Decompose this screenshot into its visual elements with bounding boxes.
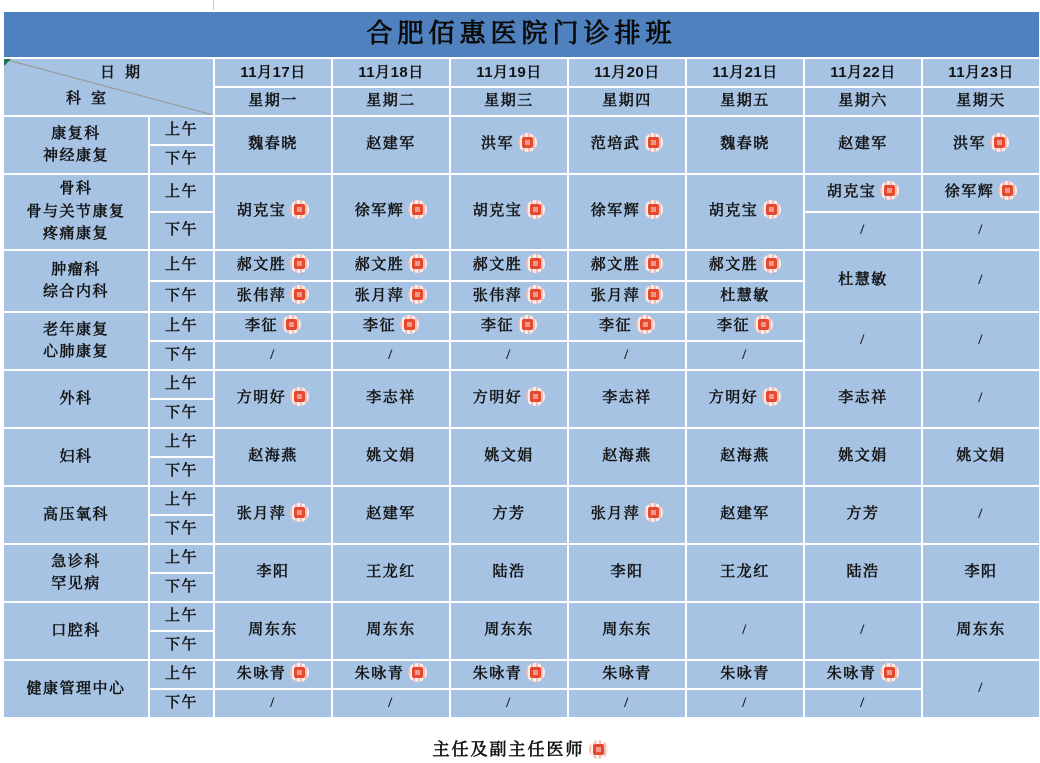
empty-slot-cell: /: [450, 689, 568, 718]
chief-badge-icon: [290, 503, 309, 522]
chief-badge-icon: [762, 387, 781, 406]
chief-badge-icon: [990, 133, 1009, 152]
doctor-cell: 徐军辉: [922, 174, 1040, 212]
dept-cell: 高压氧科: [3, 486, 149, 544]
doctor-cell: 郝文胜: [214, 250, 332, 281]
doctor-cell: 魏春晓: [686, 116, 804, 174]
doctor-cell: 李阳: [214, 544, 332, 602]
legend: [0, 735, 1040, 760]
chief-badge-icon: [998, 181, 1017, 200]
doctor-cell: 李征: [686, 312, 804, 341]
empty-slot-cell: /: [686, 689, 804, 718]
session-label-cell: 上午: [149, 602, 214, 631]
dept-cell: 骨科 骨与关节康复 疼痛康复: [3, 174, 149, 250]
doctor-cell: 赵海燕: [214, 428, 332, 486]
doctor-cell: 徐军辉: [568, 174, 686, 250]
empty-slot-cell: /: [804, 312, 922, 370]
doctor-cell: 杜慧敏: [686, 281, 804, 312]
dept-cell: 妇科: [3, 428, 149, 486]
session-label-cell: 下午: [149, 212, 214, 250]
session-label-cell: 上午: [149, 544, 214, 573]
chief-badge-icon: [644, 503, 663, 522]
chief-badge-icon: [526, 254, 545, 273]
empty-slot-cell: /: [214, 689, 332, 718]
chief-badge-icon: [526, 387, 545, 406]
date-header-cell: 11月22日: [804, 58, 922, 87]
doctor-cell: 朱咏青: [214, 660, 332, 689]
empty-slot-cell: /: [922, 660, 1040, 718]
doctor-cell: 张月萍: [332, 281, 450, 312]
empty-slot-cell: /: [922, 312, 1040, 370]
doctor-cell: 范培武: [568, 116, 686, 174]
chief-badge-icon: [290, 387, 309, 406]
grid-tick: [213, 0, 214, 10]
empty-slot-cell: /: [568, 341, 686, 370]
dept-cell: 急诊科 罕见病: [3, 544, 149, 602]
empty-slot-cell: /: [922, 370, 1040, 428]
doctor-cell: 方明好: [214, 370, 332, 428]
session-label-cell: 下午: [149, 631, 214, 660]
excel-error-indicator-icon: [4, 59, 11, 66]
doctor-cell: 方明好: [686, 370, 804, 428]
doctor-cell: 朱咏青: [686, 660, 804, 689]
chief-badge-icon: [526, 663, 545, 682]
session-label-cell: 下午: [149, 399, 214, 428]
schedule-table: [2, 10, 1040, 719]
doctor-cell: 姚文娟: [922, 428, 1040, 486]
empty-slot-cell: /: [804, 602, 922, 660]
empty-slot-cell: /: [214, 341, 332, 370]
doctor-cell: 杜慧敏: [804, 250, 922, 312]
chief-badge-icon: [762, 254, 781, 273]
doctor-cell: 周东东: [922, 602, 1040, 660]
weekday-header-cell: 星期三: [450, 87, 568, 116]
doctor-cell: 郝文胜: [332, 250, 450, 281]
doctor-cell: 王龙红: [686, 544, 804, 602]
session-label-cell: 下午: [149, 515, 214, 544]
chief-badge-icon: [644, 285, 663, 304]
session-label-cell: 上午: [149, 370, 214, 399]
doctor-cell: 李阳: [922, 544, 1040, 602]
chief-badge-icon: [290, 200, 309, 219]
chief-badge-icon: [880, 181, 899, 200]
doctor-cell: 方芳: [804, 486, 922, 544]
chief-badge-icon: [754, 315, 773, 334]
doctor-cell: 赵建军: [804, 116, 922, 174]
doctor-cell: 周东东: [214, 602, 332, 660]
chief-badge-icon: [408, 200, 427, 219]
doctor-cell: 郝文胜: [686, 250, 804, 281]
dept-cell: 口腔科: [3, 602, 149, 660]
doctor-cell: 赵海燕: [568, 428, 686, 486]
doctor-cell: 周东东: [568, 602, 686, 660]
doctor-cell: 赵建军: [686, 486, 804, 544]
session-label-cell: 上午: [149, 312, 214, 341]
doctor-cell: 张伟萍: [450, 281, 568, 312]
session-label-cell: 上午: [149, 116, 214, 145]
doctor-cell: 徐军辉: [332, 174, 450, 250]
chief-badge-icon: [762, 200, 781, 219]
empty-slot-cell: /: [568, 689, 686, 718]
doctor-cell: 赵建军: [332, 116, 450, 174]
chief-badge-icon: [518, 133, 537, 152]
date-header-cell: 11月18日: [332, 58, 450, 87]
doctor-cell: 张伟萍: [214, 281, 332, 312]
doctor-cell: 胡克宝: [804, 174, 922, 212]
doctor-cell: 姚文娟: [450, 428, 568, 486]
empty-slot-cell: /: [332, 689, 450, 718]
doctor-cell: 李征: [214, 312, 332, 341]
dept-cell: 老年康复 心肺康复: [3, 312, 149, 370]
doctor-cell: 王龙红: [332, 544, 450, 602]
session-label-cell: 上午: [149, 428, 214, 457]
doctor-cell: 胡克宝: [450, 174, 568, 250]
doctor-cell: 陆浩: [804, 544, 922, 602]
date-header-cell: 11月21日: [686, 58, 804, 87]
doctor-cell: 魏春晓: [214, 116, 332, 174]
doctor-cell: 张月萍: [214, 486, 332, 544]
weekday-header-cell: 星期五: [686, 87, 804, 116]
doctor-cell: 李志祥: [804, 370, 922, 428]
chief-badge-icon: [290, 663, 309, 682]
chief-badge-icon: [290, 254, 309, 273]
dept-cell: 外科: [3, 370, 149, 428]
empty-slot-cell: /: [804, 212, 922, 250]
doctor-cell: 胡克宝: [214, 174, 332, 250]
session-label-cell: 下午: [149, 341, 214, 370]
chief-badge-icon: [644, 254, 663, 273]
chief-badge-icon: [408, 285, 427, 304]
session-label-cell: 上午: [149, 486, 214, 515]
session-label-cell: 下午: [149, 689, 214, 718]
session-label-cell: 上午: [149, 660, 214, 689]
doctor-cell: 姚文娟: [332, 428, 450, 486]
session-label-cell: 下午: [149, 573, 214, 602]
doctor-cell: 赵建军: [332, 486, 450, 544]
session-label-cell: 下午: [149, 145, 214, 174]
weekday-header-cell: 星期四: [568, 87, 686, 116]
doctor-cell: 陆浩: [450, 544, 568, 602]
top-margin-strip: [0, 0, 1040, 10]
doctor-cell: 李征: [332, 312, 450, 341]
weekday-header-cell: 星期天: [922, 87, 1040, 116]
empty-slot-cell: /: [332, 341, 450, 370]
doctor-cell: 朱咏青: [804, 660, 922, 689]
date-header-cell: 11月20日: [568, 58, 686, 87]
empty-slot-cell: /: [450, 341, 568, 370]
chief-badge-icon: [526, 285, 545, 304]
chief-badge-icon: [636, 315, 655, 334]
session-label-cell: 上午: [149, 250, 214, 281]
doctor-cell: 李志祥: [568, 370, 686, 428]
weekday-header-cell: 星期六: [804, 87, 922, 116]
empty-slot-cell: /: [686, 341, 804, 370]
weekday-header-cell: 星期二: [332, 87, 450, 116]
doctor-cell: 方芳: [450, 486, 568, 544]
empty-slot-cell: /: [686, 602, 804, 660]
doctor-cell: 朱咏青: [568, 660, 686, 689]
weekday-header-cell: 星期一: [214, 87, 332, 116]
doctor-cell: 周东东: [450, 602, 568, 660]
page-title: 合肥佰惠医院门诊排班: [3, 11, 1040, 58]
chief-badge-icon: [408, 254, 427, 273]
doctor-cell: 胡克宝: [686, 174, 804, 250]
date-header-cell: 11月17日: [214, 58, 332, 87]
doctor-cell: 洪军: [450, 116, 568, 174]
doctor-cell: 郝文胜: [450, 250, 568, 281]
chief-badge-icon: [644, 200, 663, 219]
date-header-cell: 11月23日: [922, 58, 1040, 87]
doctor-cell: 李征: [450, 312, 568, 341]
doctor-cell: 洪军: [922, 116, 1040, 174]
chief-badge-icon: [644, 133, 663, 152]
date-header-cell: 11月19日: [450, 58, 568, 87]
session-label-cell: 下午: [149, 281, 214, 312]
chief-badge-icon: [400, 315, 419, 334]
doctor-cell: 郝文胜: [568, 250, 686, 281]
session-label-cell: 下午: [149, 457, 214, 486]
doctor-cell: 朱咏青: [332, 660, 450, 689]
corner-header-cell: [3, 58, 214, 116]
empty-slot-cell: /: [922, 486, 1040, 544]
corner-date-label: 日期: [100, 65, 151, 81]
doctor-cell: 周东东: [332, 602, 450, 660]
doctor-cell: 张月萍: [568, 281, 686, 312]
dept-cell: 肿瘤科 综合内科: [3, 250, 149, 312]
doctor-cell: 方明好: [450, 370, 568, 428]
empty-slot-cell: /: [922, 250, 1040, 312]
chief-badge-icon: [526, 200, 545, 219]
legend-text: 主任及副主任医师: [432, 740, 585, 759]
empty-slot-cell: /: [804, 689, 922, 718]
doctor-cell: 朱咏青: [450, 660, 568, 689]
doctor-cell: 张月萍: [568, 486, 686, 544]
dept-cell: 康复科 神经康复: [3, 116, 149, 174]
chief-badge-icon: [282, 315, 301, 334]
doctor-cell: 李征: [568, 312, 686, 341]
corner-dept-label: 科室: [66, 90, 117, 107]
chief-badge-icon: [290, 285, 309, 304]
doctor-cell: 姚文娟: [804, 428, 922, 486]
doctor-cell: 李志祥: [332, 370, 450, 428]
doctor-cell: 赵海燕: [686, 428, 804, 486]
doctor-cell: 李阳: [568, 544, 686, 602]
dept-cell: 健康管理中心: [3, 660, 149, 718]
chief-badge-icon: [408, 663, 427, 682]
chief-badge-icon: [518, 315, 537, 334]
chief-badge-icon: [880, 663, 899, 682]
session-label-cell: 上午: [149, 174, 214, 212]
chief-badge-icon: [589, 740, 608, 759]
empty-slot-cell: /: [922, 212, 1040, 250]
